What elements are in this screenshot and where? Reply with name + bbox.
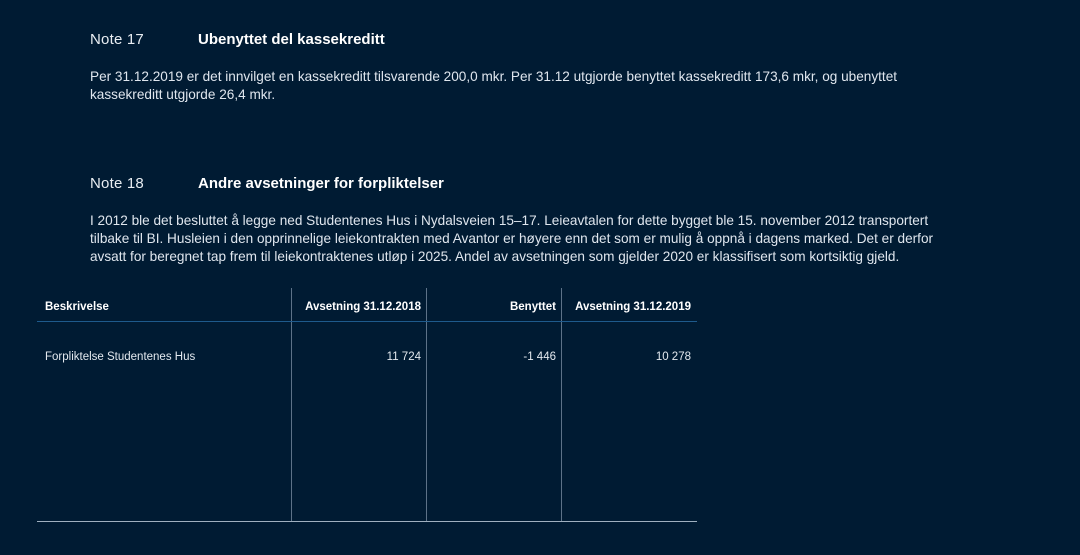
note-17-body: Per 31.12.2019 er det innvilget en kassekreditt tilsvarende 200,0 mkr. Per 31.12 utgjorde benyttet kassekreditt 173,6 mkr, og ubenyttet kassekreditt utgjorde 26,4 mkr. xyxy=(90,69,898,102)
table-bottom-rule xyxy=(37,521,697,522)
provisions-table xyxy=(37,288,697,522)
note-17-number: Note 17 xyxy=(90,31,144,48)
column-divider xyxy=(291,288,292,521)
header-avsetning-2019: Avsetning 31.12.2019 xyxy=(575,301,691,313)
table-cell-avsetning-2019: 10 278 xyxy=(655,351,691,363)
column-divider xyxy=(561,288,562,521)
header-beskrivelse: Beskrivelse xyxy=(45,301,109,313)
table-cell-benyttet: -1 446 xyxy=(523,351,556,363)
header-benyttet: Benyttet xyxy=(509,301,556,313)
note-18-body: I 2012 ble det besluttet å legge ned Studentenes Hus i Nydalsveien 15–17. Leieavtalen for dette bygget ble 15. november 2012 transportert tilbake til BI. Husleien i den opprinnelige leiekontrakten med Avantor er høyere enn det som er mulig å oppnå i dagens marked. Det er derfor avsatt for beregnet tap frem til leiekontraktenes utløp i 2025. Andel av avsetningen som gjelder 2020 er klassifisert som kortsiktig gjeld. xyxy=(90,213,934,264)
header-avsetning-2018: Avsetning 31.12.2018 xyxy=(305,301,421,313)
table-cell-avsetning-2018: 11 724 xyxy=(386,351,421,363)
note-18-number: Note 18 xyxy=(90,175,144,192)
table-cell-description: Forpliktelse Studentenes Hus xyxy=(45,351,196,363)
column-divider xyxy=(426,288,427,521)
note-17-title: Ubenyttet del kassekreditt xyxy=(198,31,385,48)
note-18-title: Andre avsetninger for forpliktelser xyxy=(198,175,444,192)
header-rule xyxy=(37,321,697,322)
